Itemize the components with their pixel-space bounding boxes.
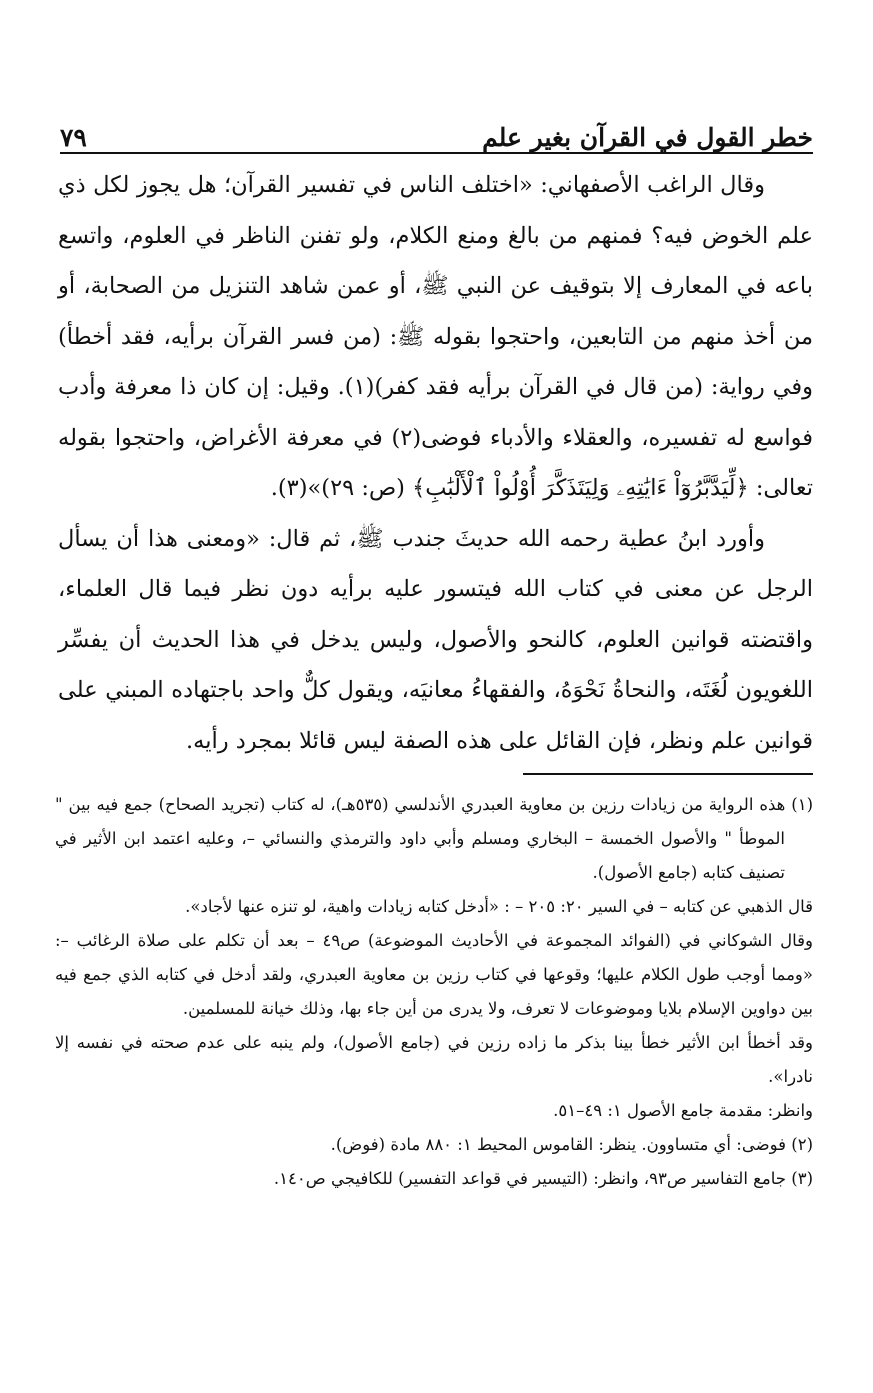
paragraph-1: وقال الراغب الأصفهاني: «اختلف الناس في تفسير القرآن؛ هل يجوز لكل ذي علم الخوض فيه؟ فمنهم من بالغ ومنع الكلام، ولو تفنن الناظر في العلوم، واتسع باعه في المعارف إلا بتوقيف عن النبي ﷺ، أو عمن شاهد التنزيل من الصحابة، أو من أخذ منهم من التابعين، واحتجوا بقوله ﷺ: (من فسر القرآن برأيه، فقد أخطأ) وفي رواية: (من قال في القرآن برأيه فقد كفر)(١). وقيل: إن كان ذا معرفة وأدب فواسع له تفسيره، والعقلاء والأدباء فوضى(٢) في معرفة الأغراض، واحتجوا بقوله تعالى: ﴿لِّيَدَّبَّرُوٓاْ ءَايَٰتِهِۦ وَلِيَتَذَكَّرَ أُوْلُواْ ٱلْأَلْبَٰبِ﴾ (ص: ٢٩)»(٣). [58,172,813,501]
footnotes [55,788,813,1196]
footnote-3: (٣) جامع التفاسير ص٩٣، وانظر: (التيسير في قواعد التفسير) للكافيجي ص١٤٠. [273,1169,813,1188]
running-header [60,112,813,152]
footnote-1: (١) هذه الرواية من زيادات رزين بن معاوية العبدري الأندلسي (٥٣٥هـ)، له كتاب (تجريد الصحاح) جمع فيه بين " الموطأ " والأصول الخمسة – البخاري ومسلم وأبي داود والترمذي والنسائي –، وعليه اعتمد ابن الأثير في تصنيف كتابه (جامع الأصول). [55,795,813,882]
footnote-1-shawkani: وقال الشوكاني في (الفوائد المجموعة في الأحاديث الموضوعة) ص٤٩ – بعد أن تكلم على صلاة الرغائب –: «ومما أوجب طول الكلام عليها؛ وقوعها في كتاب رزين بن معاوية العبدري، ولقد أدخل في كتابه الذي جمع فيه بين دواوين الإسلام بلايا وموضوعات لا تعرف، ولا يدرى من أين جاء بها، وذلك خيانة للمسلمين. [55,931,814,1018]
header-rule [60,152,813,154]
footnote-1-see-also: وانظر: مقدمة جامع الأصول ١: ٤٩–٥١. [553,1101,813,1120]
footnote-1-ibn-athir: وقد أخطأ ابن الأثير خطأ بينا بذكر ما زاده رزين في (جامع الأصول)، ولم ينبه على عدم صحته في نفسه إلا نادرا». [55,1033,813,1086]
footnote-separator [523,773,813,775]
paragraph-2: وأورد ابنُ عطية رحمه الله حديثَ جندب ﷺ، ثم قال: «ومعنى هذا أن يسأل الرجل عن معنى في كتاب الله فيتسور عليه برأيه دون نظر فيما قال العلماء، واقتضته قوانين العلوم، كالنحو والأصول، وليس يدخل في هذا الحديث أن يفسِّر اللغويون لُغَتَه، والنحاةُ نَحْوَهُ، والفقهاءُ معانيَه، ويقول كلٌّ واحد باجتهاده المبني على قوانين علم ونظر، فإن القائل على هذه الصفة ليس قائلا بمجرد رأيه. [58,525,814,754]
footnote-1-dhahabi: قال الذهبي عن كتابه – في السير ٢٠: ٢٠٥ – : «أدخل كتابه زيادات واهية، لو تنزه عنها لأجاد». [185,897,813,916]
header-title: خطر القول في القرآن بغير علم [482,123,813,152]
page-number: ٧٩ [60,123,87,152]
main-text [58,160,813,766]
footnote-2: (٢) فوضى: أي متساوون. ينظر: القاموس المحيط ١: ٨٨٠ مادة (فوض). [330,1135,813,1154]
